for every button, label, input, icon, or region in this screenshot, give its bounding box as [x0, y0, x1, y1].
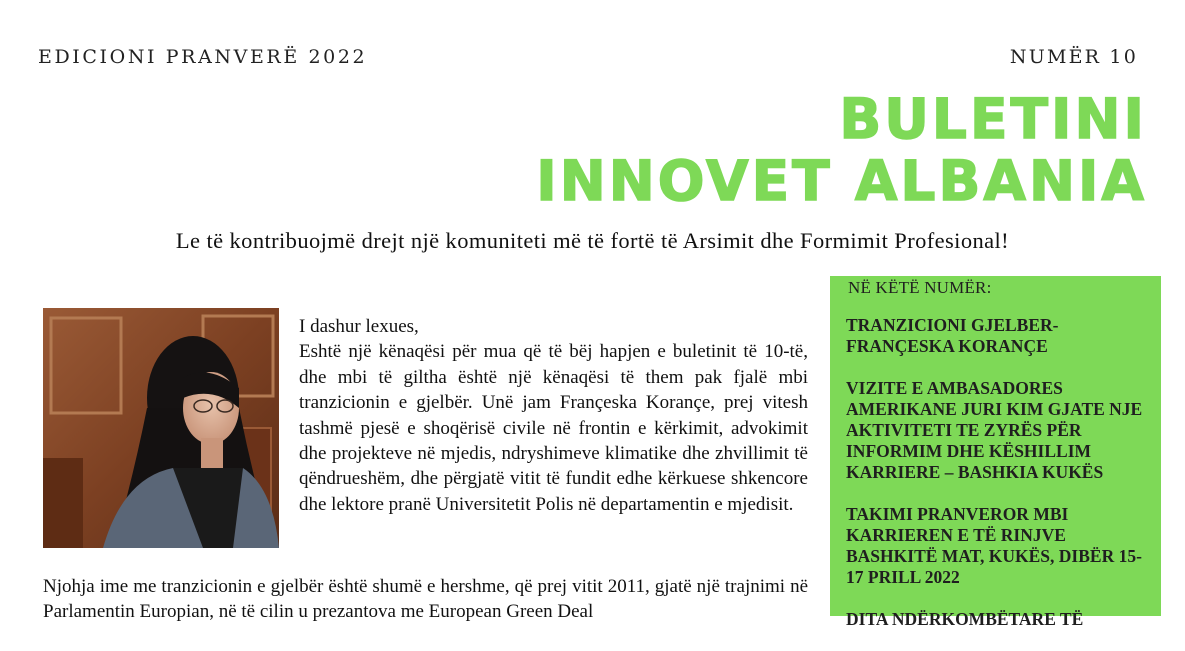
issue-item-spring-meeting: TAKIMI PRANVEROR MBI KARRIEREN E TË RINJVE BASHKITË MAT, KUKËS, DIBËR 15-17 PRILL 2022 — [846, 504, 1142, 587]
article-paragraph: Njohja ime me tranzicionin e gjelbër është shumë e hershme, që prej vitit 2011, gjatë një trajnimi në Parlamentin Europian, në të cilin u prezantova me European Green Deal — [43, 576, 808, 623]
in-this-issue-box — [830, 276, 1161, 629]
issue-item-international-day: DITA NDËRKOMBËTARE TË — [846, 609, 1084, 629]
letter-paragraph: Eshtë një kënaqësi për mua që të bëj hapjen e buletinit të 10-të, dhe mbi të giltha është një kënaqësi të them pak fjalë mbi tranzicionin e gjelbër. Unë jam Françeska Korançe, prej vitesh tashmë pjesë e shoqërisë civile në frontin e kërkimit, advokimit dhe projekteve në mjedis, ndryshimeve klimatike dhe zhvillimit të qëndrueshëm, dhe përgjatë vitit të fundit edhe kërkuese shkencore dhe lektore pranë Universitetit Polis në departamentin e mjedisit. — [299, 341, 808, 515]
letter-greeting: I dashur lexues, — [299, 316, 419, 337]
portrait-photo-icon — [43, 308, 279, 548]
newsletter-title — [536, 88, 1147, 212]
issue-item-green-transition: TRANZICIONI GJELBER- FRANÇESKA KORANÇE — [846, 315, 1059, 356]
title-line-1: BULETINI — [839, 87, 1147, 151]
in-this-issue-heading: NË KËTË NUMËR: — [848, 278, 992, 297]
editor-letter — [299, 314, 808, 517]
issue-number: NUMËR 10 — [1009, 46, 1138, 68]
in-this-issue-list — [846, 315, 1146, 651]
tagline: Le të kontribuojmë drejt një komuniteti më të fortë të Arsimit dhe Formimit Profesional! — [175, 228, 1010, 253]
edition-label: EDICIONI PRANVERË 2022 — [38, 46, 368, 68]
author-photo — [43, 308, 279, 548]
issue-item-ambassador-visit: VIZITE E AMBASADORES AMERIKANE JURI KIM GJATE NJE AKTIVITETI TE ZYRËS PËR INFORMIM DHE KËSHILLIM KARRIERE – BASHKIA KUKËS — [846, 378, 1143, 482]
title-line-2: INNOVET ALBANIA — [536, 149, 1147, 213]
